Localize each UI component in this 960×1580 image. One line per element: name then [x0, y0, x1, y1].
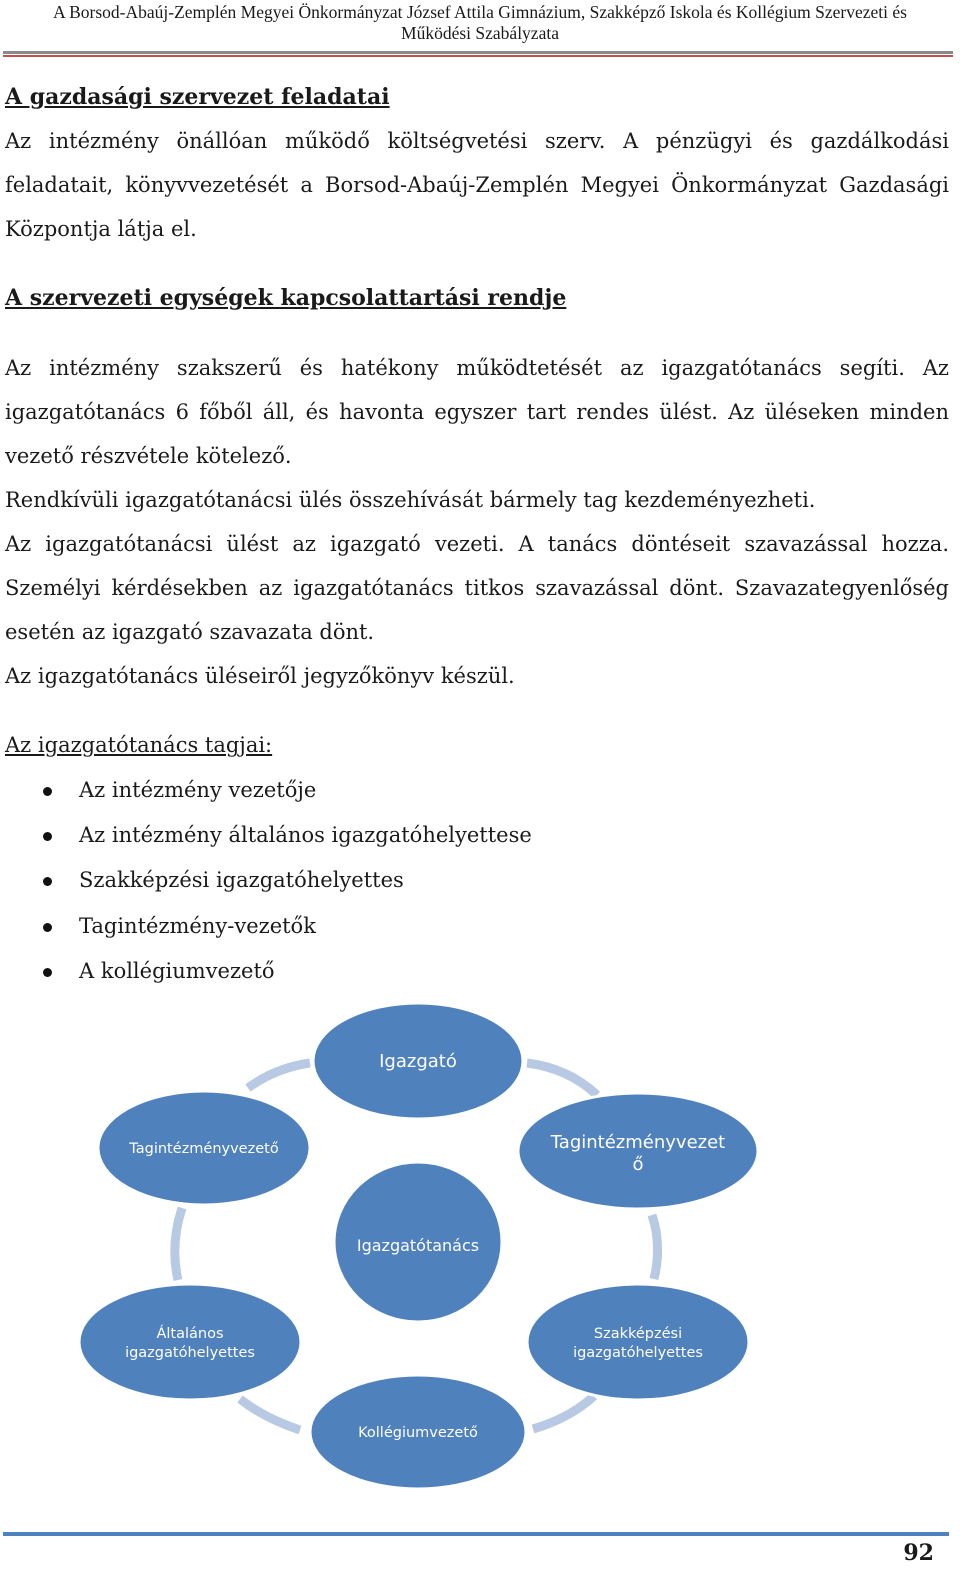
node-general-deputy — [79, 1284, 301, 1400]
footer-divider — [3, 1532, 949, 1536]
node-label-unit-head-right-2: ő — [632, 1154, 644, 1175]
node-label-general-deputy-2: igazgatóhelyettes — [125, 1345, 255, 1361]
node-label-director: Igazgató — [379, 1051, 457, 1072]
paragraph-board-voting: Az igazgatótanácsi ülést az igazgató vezeti. A tanács döntéseit szavazással hozza. Személyi kérdésekben az igazgatótanács titkos szavazással dönt. Szavazategyenlőség esetén az igazgató szavazata dönt. — [5, 532, 949, 644]
node-label-vocational-deputy-2: igazgatóhelyettes — [573, 1345, 703, 1361]
connector-arc — [533, 1396, 594, 1429]
board-cycle-diagram — [0, 990, 960, 1510]
section-heading-economic: A gazdasági szervezet feladatai — [5, 84, 390, 110]
node-label-dormitory-head: Kollégiumvezető — [358, 1425, 478, 1441]
header-line-1: A Borsod-Abaúj-Zemplén Megyei Önkormányzat József Attila Gimnázium, Szakképző Iskola és Kollégium Szervezeti és — [53, 2, 907, 22]
members-title: Az igazgatótanács tagjai: — [5, 733, 273, 757]
bullet-icon — [43, 832, 52, 841]
header-line-2: Működési Szabályzata — [401, 23, 559, 43]
section-heading-contact: A szervezeti egységek kapcsolattartási rendje — [5, 285, 567, 311]
connector-arc — [175, 1208, 182, 1280]
connector-arc — [240, 1399, 300, 1430]
header-divider — [3, 51, 953, 54]
paragraph-minutes: Az igazgatótanács üléseiről jegyzőkönyv készül. — [5, 664, 515, 688]
paragraph-board-intro: Az intézmény szakszerű és hatékony működtetését az igazgatótanács segíti. Az igazgatótanács 6 főből áll, és havonta egyszer tart rendes ülést. Az üléseken minden vezető részvétele kötelező. — [5, 356, 949, 468]
node-label-unit-head-right-1: Tagintézményvezet — [550, 1132, 726, 1153]
node-label-board-center: Igazgatótanács — [356, 1236, 480, 1255]
bullet-icon — [43, 968, 52, 977]
node-label-unit-head-left: Tagintézményvezető — [129, 1141, 279, 1157]
node-label-general-deputy-1: Általános — [156, 1326, 224, 1342]
paragraph-extraordinary-meeting: Rendkívüli igazgatótanácsi ülés összehívását bármely tag kezdeményezheti. — [5, 488, 816, 512]
connector-arc — [248, 1063, 310, 1088]
node-vocational-deputy — [527, 1284, 749, 1400]
connector-arc — [527, 1063, 597, 1095]
node-label-vocational-deputy-1: Szakképzési — [593, 1326, 683, 1342]
bullet-icon — [43, 877, 52, 886]
page-number: 92 — [903, 1540, 934, 1566]
document-header — [0, 2, 960, 44]
bullet-icon — [43, 923, 52, 932]
paragraph-economic: Az intézmény önállóan működő költségvetési szerv. A pénzügyi és gazdálkodási feladatait, könyvvezetését a Borsod-Abaúj-Zemplén Megyei Önkormányzat Gazdasági Központja látja el. — [5, 129, 949, 241]
header-divider-accent — [3, 55, 953, 57]
connector-arc — [652, 1215, 658, 1279]
bullet-icon — [43, 787, 52, 796]
